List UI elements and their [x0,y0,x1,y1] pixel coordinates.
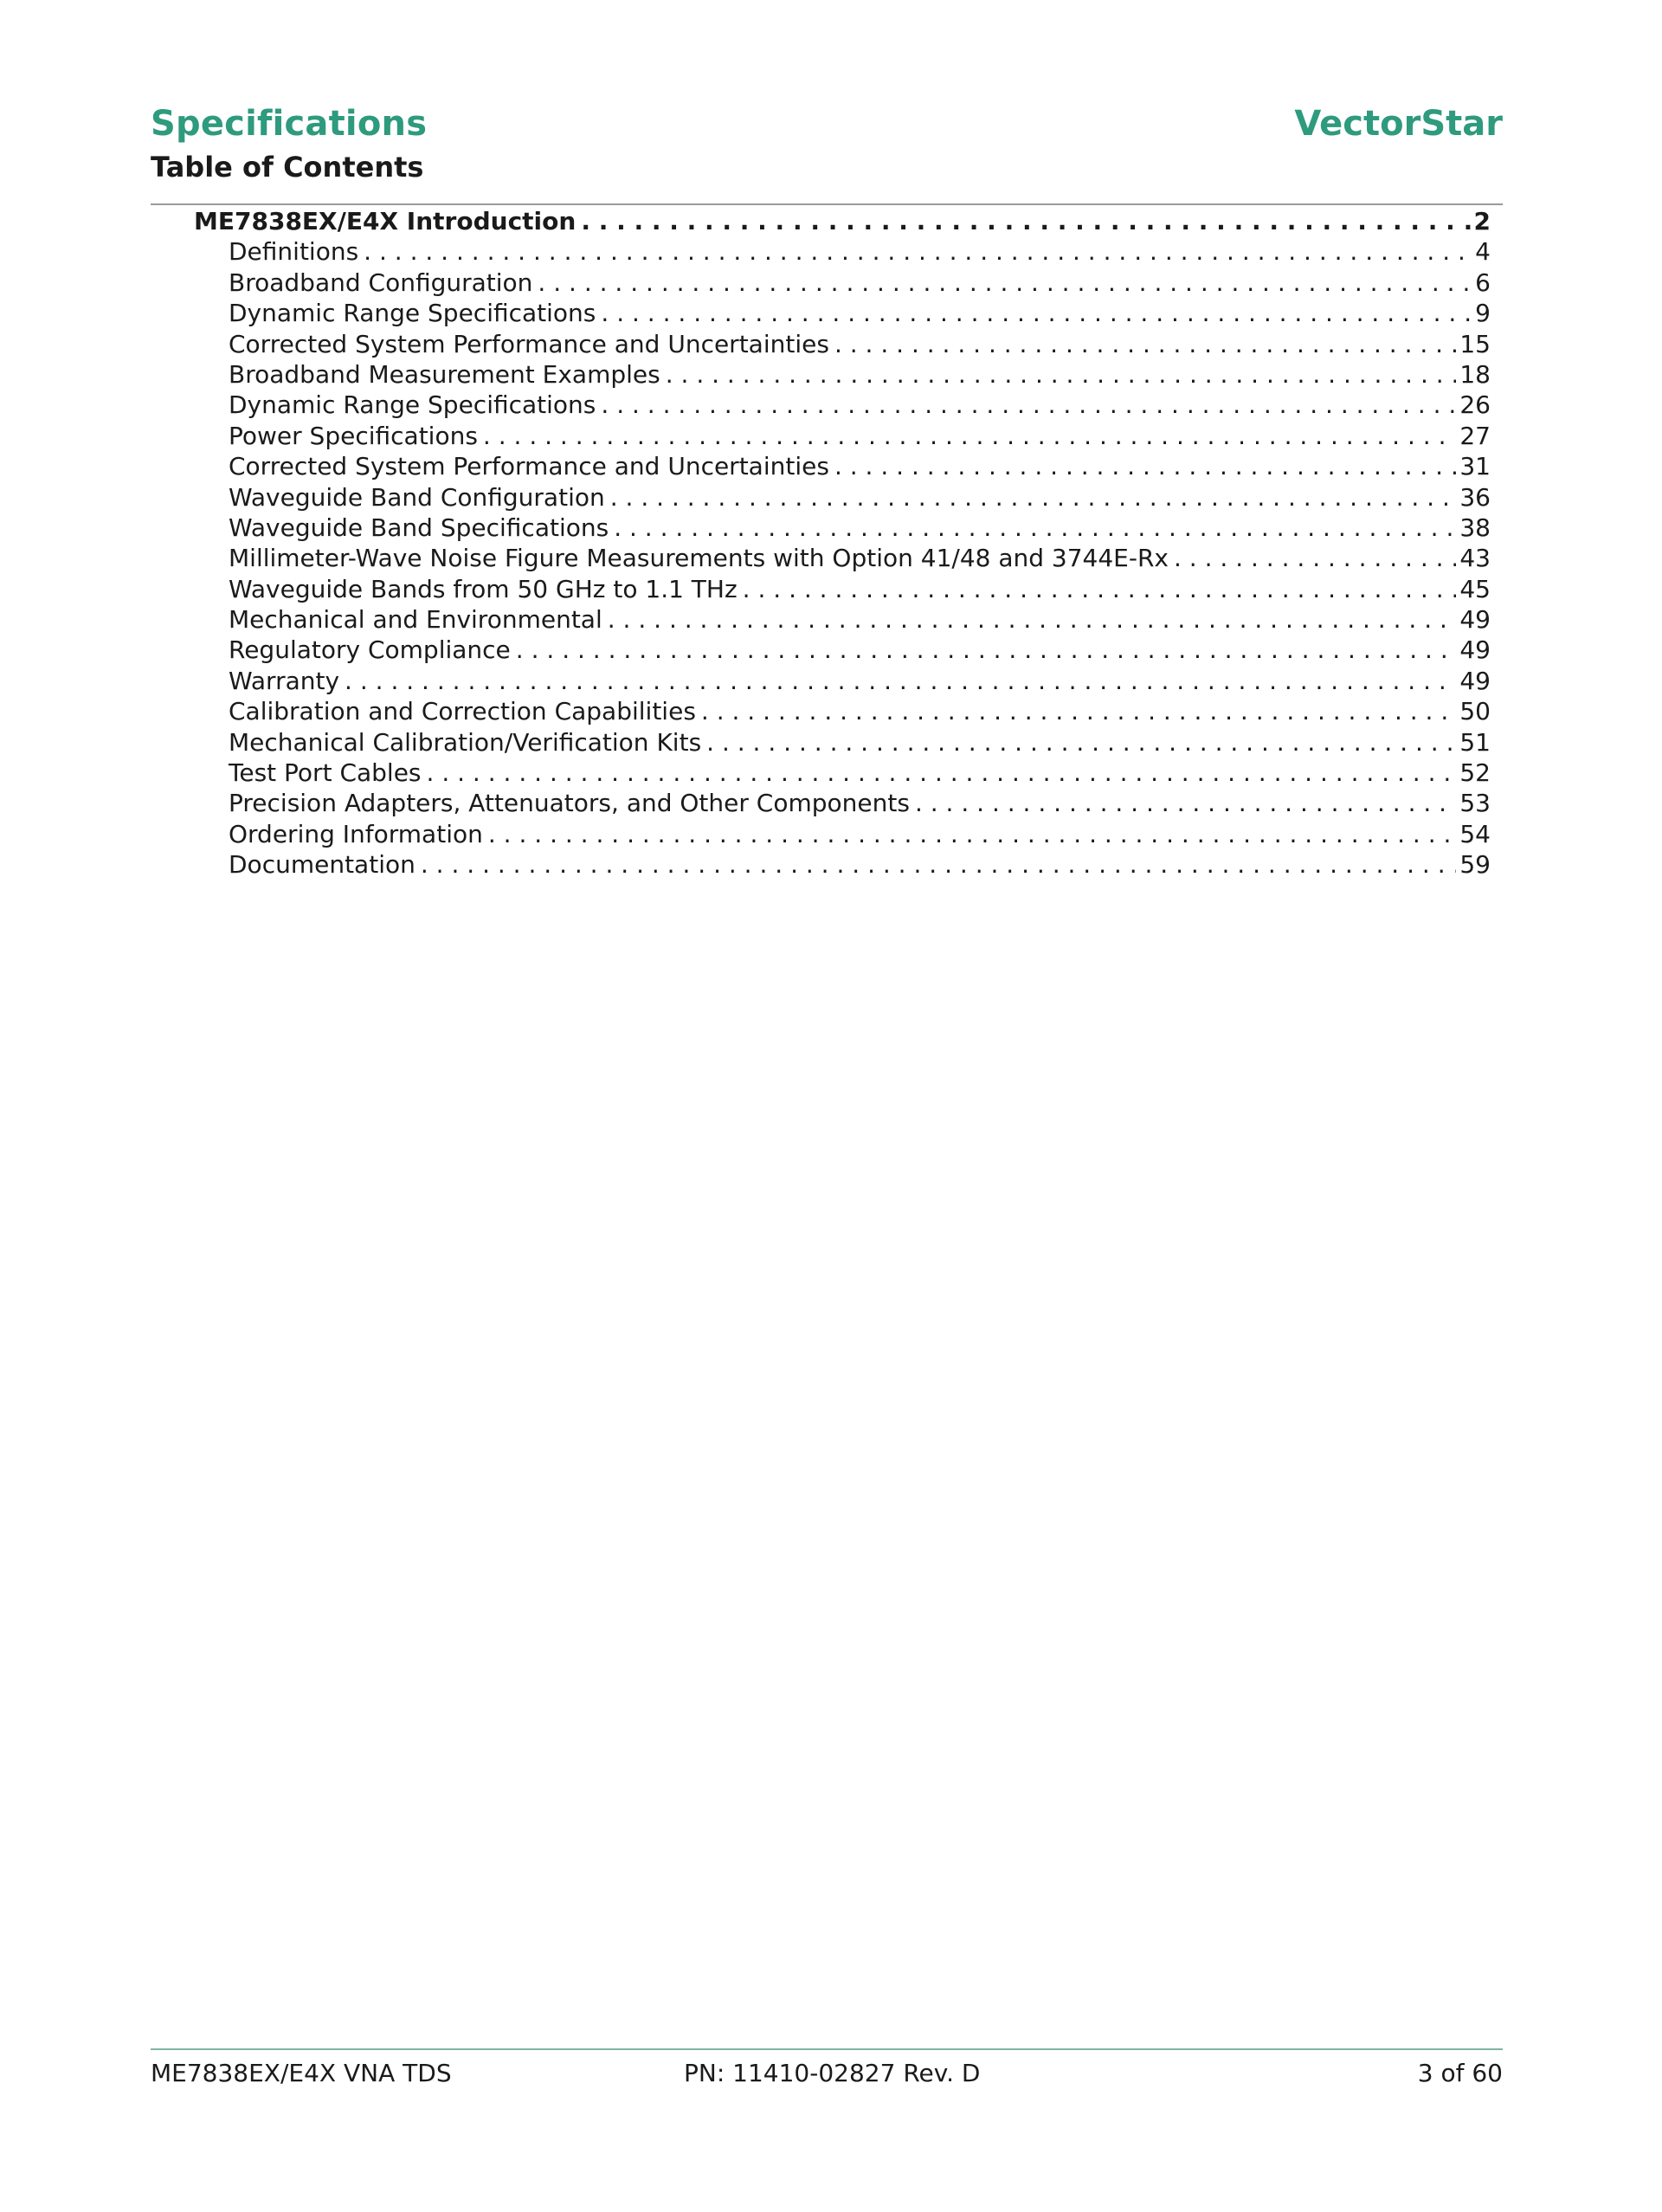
toc-entry-label: Precision Adapters, Attenuators, and Other Components [229,789,910,818]
toc-entry[interactable] [151,390,1491,420]
toc-dot-leader [666,359,1457,390]
toc-dot-leader [834,451,1456,481]
document-title: Specifications [151,104,428,144]
toc-entry-page: 27 [1459,421,1491,450]
toc-entry-page: 6 [1475,268,1491,297]
toc-entry-page: 49 [1459,605,1491,635]
toc-entry-page: 51 [1459,727,1491,757]
toc-entry-label: Definitions [229,237,359,267]
toc-entry[interactable] [151,451,1491,481]
header-divider [151,203,1503,205]
toc-dot-leader [601,298,1472,328]
toc-dot-leader [364,236,1472,267]
footer-divider [151,2048,1503,2050]
toc-dot-leader [614,513,1456,543]
toc-entry[interactable] [151,758,1491,788]
toc-entry-label: Broadband Measurement Examples [229,359,660,389]
toc-entry[interactable] [151,236,1491,267]
toc-entry-label: Dynamic Range Specifications [229,390,596,420]
toc-dot-leader [483,421,1456,451]
toc-entry[interactable] [151,513,1491,543]
toc-entry-label: Waveguide Band Configuration [229,482,605,512]
toc-dot-leader [488,819,1457,849]
toc-entry[interactable] [151,268,1491,298]
toc-entry[interactable] [151,543,1491,573]
toc-entry-label: Corrected System Performance and Uncertainties [229,329,829,358]
toc-dot-leader [581,206,1470,236]
page-footer [151,2052,1503,2095]
toc-entry[interactable] [151,482,1491,513]
toc-dot-leader [701,696,1456,726]
toc-entry-label: Regulatory Compliance [229,635,511,665]
table-of-contents [151,206,1491,880]
page-header [151,102,1503,206]
toc-entry[interactable] [151,788,1491,818]
toc-dot-leader [608,604,1457,635]
toc-entry-page: 49 [1459,635,1491,665]
toc-dot-leader [915,788,1456,818]
toc-entry[interactable] [151,298,1491,328]
toc-entry[interactable] [151,359,1491,390]
toc-entry-page: 49 [1459,666,1491,695]
toc-entry-label: Corrected System Performance and Uncertainties [229,452,829,481]
toc-entry-page: 36 [1459,482,1491,512]
toc-dot-leader [706,727,1456,758]
toc-entry[interactable] [151,849,1491,880]
toc-dot-leader [1174,543,1456,573]
toc-entry-page: 50 [1459,697,1491,726]
toc-entry-label: Power Specifications [229,421,478,450]
toc-entry[interactable] [151,819,1491,849]
toc-entry-label: Documentation [229,850,416,880]
toc-entry-page: 15 [1459,329,1491,358]
toc-entry[interactable] [151,727,1491,758]
toc-entry-page: 45 [1459,574,1491,603]
toc-entry-page: 9 [1475,299,1491,328]
toc-entry-label: Ordering Information [229,819,483,848]
toc-entry[interactable] [151,696,1491,726]
toc-entry-label: Waveguide Band Specifications [229,513,609,542]
toc-dot-leader [834,329,1456,359]
toc-entry-label: Test Port Cables [229,758,422,788]
toc-entry[interactable] [151,574,1491,604]
toc-entry[interactable] [151,206,1491,236]
toc-entry-label: Millimeter-Wave Noise Figure Measurements with Option 41/48 and 3744E-Rx [229,544,1169,573]
toc-entry-page: 4 [1475,237,1491,267]
toc-dot-leader [427,758,1457,788]
toc-entry-label: ME7838EX/E4X Introduction [194,207,577,235]
toc-entry-page: 52 [1459,758,1491,788]
footer-document-name: ME7838EX/E4X VNA TDS [151,2059,452,2087]
toc-entry-page: 18 [1459,359,1491,389]
toc-entry-page: 26 [1459,390,1491,420]
toc-dot-leader [601,390,1456,420]
toc-entry-page: 43 [1459,544,1491,573]
toc-entry[interactable] [151,421,1491,451]
toc-entry[interactable] [151,666,1491,696]
brand-name: VectorStar [1294,104,1503,144]
toc-dot-leader [610,482,1457,513]
toc-entry-page: 53 [1459,789,1491,818]
toc-dot-leader [421,849,1457,880]
toc-entry-label: Calibration and Correction Capabilities [229,697,696,726]
toc-entry-page: 59 [1459,850,1491,880]
toc-entry-page: 54 [1459,819,1491,848]
toc-dot-leader [345,666,1456,696]
toc-entry-page: 31 [1459,452,1491,481]
toc-entry-label: Dynamic Range Specifications [229,299,596,328]
toc-entry-label: Warranty [229,666,340,695]
toc-entry[interactable] [151,604,1491,635]
toc-entry[interactable] [151,635,1491,665]
toc-dot-leader [516,635,1457,665]
toc-dot-leader [538,268,1472,298]
toc-entry-label: Mechanical and Environmental [229,605,602,635]
footer-page-indicator: 3 of 60 [1417,2059,1503,2087]
toc-entry-label: Broadband Configuration [229,268,533,297]
section-title: Table of Contents [151,151,424,184]
toc-entry-page: 38 [1459,513,1491,542]
toc-entry-page: 2 [1473,207,1491,235]
toc-entry-label: Waveguide Bands from 50 GHz to 1.1 THz [229,574,738,603]
toc-dot-leader [743,574,1457,604]
toc-entry[interactable] [151,329,1491,359]
toc-entry-label: Mechanical Calibration/Verification Kits [229,727,702,757]
footer-part-number: PN: 11410-02827 Rev. D [684,2059,981,2087]
